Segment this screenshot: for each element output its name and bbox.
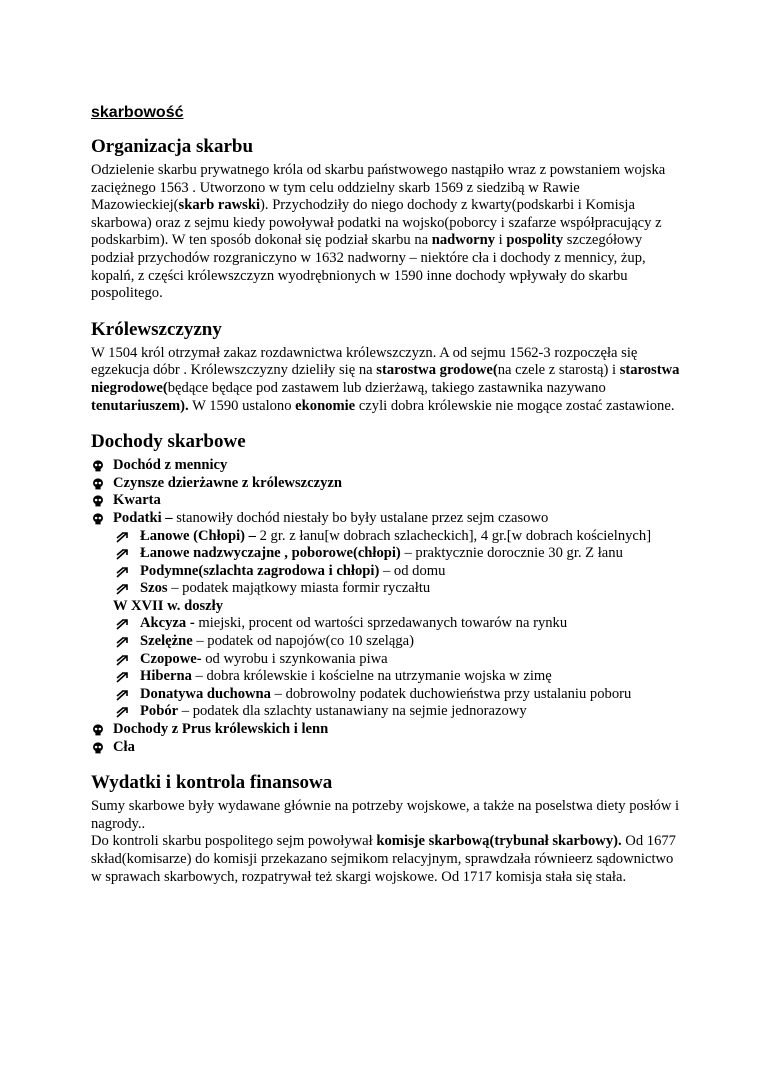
section-wydatki [91, 772, 681, 886]
xvii-subheading: W XVII w. doszły [113, 597, 224, 614]
sub-list-item: Szos – podatek majątkowy miasta formir ryczałtu [91, 580, 681, 598]
arrow-bullet-icon [116, 636, 129, 648]
skull-bullet-icon [92, 724, 104, 736]
section-dochody [91, 431, 681, 756]
sub-list-item: Czopowe- od wyrobu i szynkowania piwa [91, 651, 681, 669]
arrow-bullet-icon [116, 706, 129, 718]
document-page [91, 104, 681, 902]
sub-list-item: Łanowe (Chłopi) – 2 gr. z łanu[w dobrach szlacheckich], 4 gr.[w dobrach kościelnych] [91, 528, 681, 546]
arrow-bullet-icon [116, 671, 129, 683]
skull-bullet-icon [92, 478, 104, 490]
skull-bullet-icon [92, 742, 104, 754]
sub-list-item: Pobór – podatek dla szlachty ustanawiany na sejmie jednorazowy [91, 703, 681, 721]
heading-dochody: Dochody skarbowe [91, 431, 246, 453]
heading-krolewszczyzny: Królewszczyzny [91, 318, 222, 340]
arrow-bullet-icon [116, 548, 129, 560]
section-krolewszczyzny [91, 319, 681, 415]
arrow-bullet-icon [116, 531, 129, 543]
paragraph-organizacja: Odzielenie skarbu prywatnego króla od skarbu państwowego nastąpiło wraz z powstaniem wojska zaciężnego 1563 . Utworzono w tym celu oddzielny skarb 1569 z siedzibą w Rawie Mazowieckiej(skarb rawski). Przychodziły do niego dochody z kwarty(podskarbi i Komisja skarbowa) oraz z sejmu kiedy powoływał podatki na wojsko(poborcy i szafarze współpracujący z podskarbim). W ten sposób dokonał się podział skarbu na nadworny i pospolity szczegółowy podział przychodów rozgraniczyno w 1632 nadworny – niektóre cła i dochody z mennicy, żup, kopalń, z części królewszczyzn wyodrębnionych w 1590 inne dochody wpływały do skarbu pospolitego. [91, 162, 666, 302]
list-item: Cła [91, 739, 681, 757]
sub-list-item: Podymne(szlachta zagrodowa i chłopi) – od domu [91, 563, 681, 581]
sub-list-item: Łanowe nadzwyczajne , poborowe(chłopi) – praktycznie dorocznie 30 gr. Z łanu [91, 545, 681, 563]
paragraph-krolewszczyzny: W 1504 król otrzymał zakaz rozdawnictwa królewszczyzn. A od sejmu 1562-3 rozpoczęła się egzekucja dóbr . Królewszczyzny dzieliły się na starostwa grodowe(na czele z starostą) i starostwa niegrodowe(będące będące pod zastawem lub dzierżawą, takiego zastawnika nazywano tenutariuszem). W 1590 ustalono ekonomie czyli dobra królewskie nie mogące zostać zastawione. [91, 344, 680, 414]
arrow-bullet-icon [116, 566, 129, 578]
arrow-bullet-icon [116, 654, 129, 666]
heading-organizacja: Organizacja skarbu [91, 136, 254, 157]
skull-bullet-icon [92, 460, 104, 472]
list-item: Kwarta [91, 492, 681, 510]
section-organizacja [91, 136, 681, 303]
list-item: Czynsze dzierżawne z królewszczyzn [91, 475, 681, 493]
list-item: Dochody z Prus królewskich i lenn [91, 721, 681, 739]
sub-list-item: Szelężne – podatek od napojów(co 10 szeląga) [91, 633, 681, 651]
sub-list-item: Hiberna – dobra królewskie i kościelne na utrzymanie wojska w zimę [91, 668, 681, 686]
paragraph-wydatki-1: Sumy skarbowe były wydawane głównie na potrzeby wojskowe, a także na poselstwa diety posłów i nagrody.. [91, 798, 680, 832]
dochody-list [91, 457, 681, 756]
heading-wydatki: Wydatki i kontrola finansowa [91, 772, 333, 794]
list-item: Podatki – stanowiły dochód niestały bo były ustalane przez sejm czasowo [91, 510, 681, 528]
paragraph-wydatki-2: Do kontroli skarbu pospolitego sejm powoływał komisje skarbową(trybunał skarbowy). Od 1677 skład(komisarze) do komisji przekazano sejmikom relacyjnym, sprawdzała równieerz sądownictwo w sprawach skarbowych, rozpatrywał też skargi wojskowe. Od 1717 komisja stała się stała. [91, 833, 676, 885]
sub-list-item: Donatywa duchowna – dobrowolny podatek duchowieństwa przy ustalaniu poboru [91, 686, 681, 704]
skull-bullet-icon [92, 495, 104, 507]
arrow-bullet-icon [116, 583, 129, 595]
arrow-bullet-icon [116, 689, 129, 701]
arrow-bullet-icon [116, 618, 129, 630]
document-title: skarbowość [91, 104, 184, 121]
skull-bullet-icon [92, 513, 104, 525]
sub-list-item: Akcyza - miejski, procent od wartości sprzedawanych towarów na rynku [91, 615, 681, 633]
list-item: Dochód z mennicy [91, 457, 681, 475]
